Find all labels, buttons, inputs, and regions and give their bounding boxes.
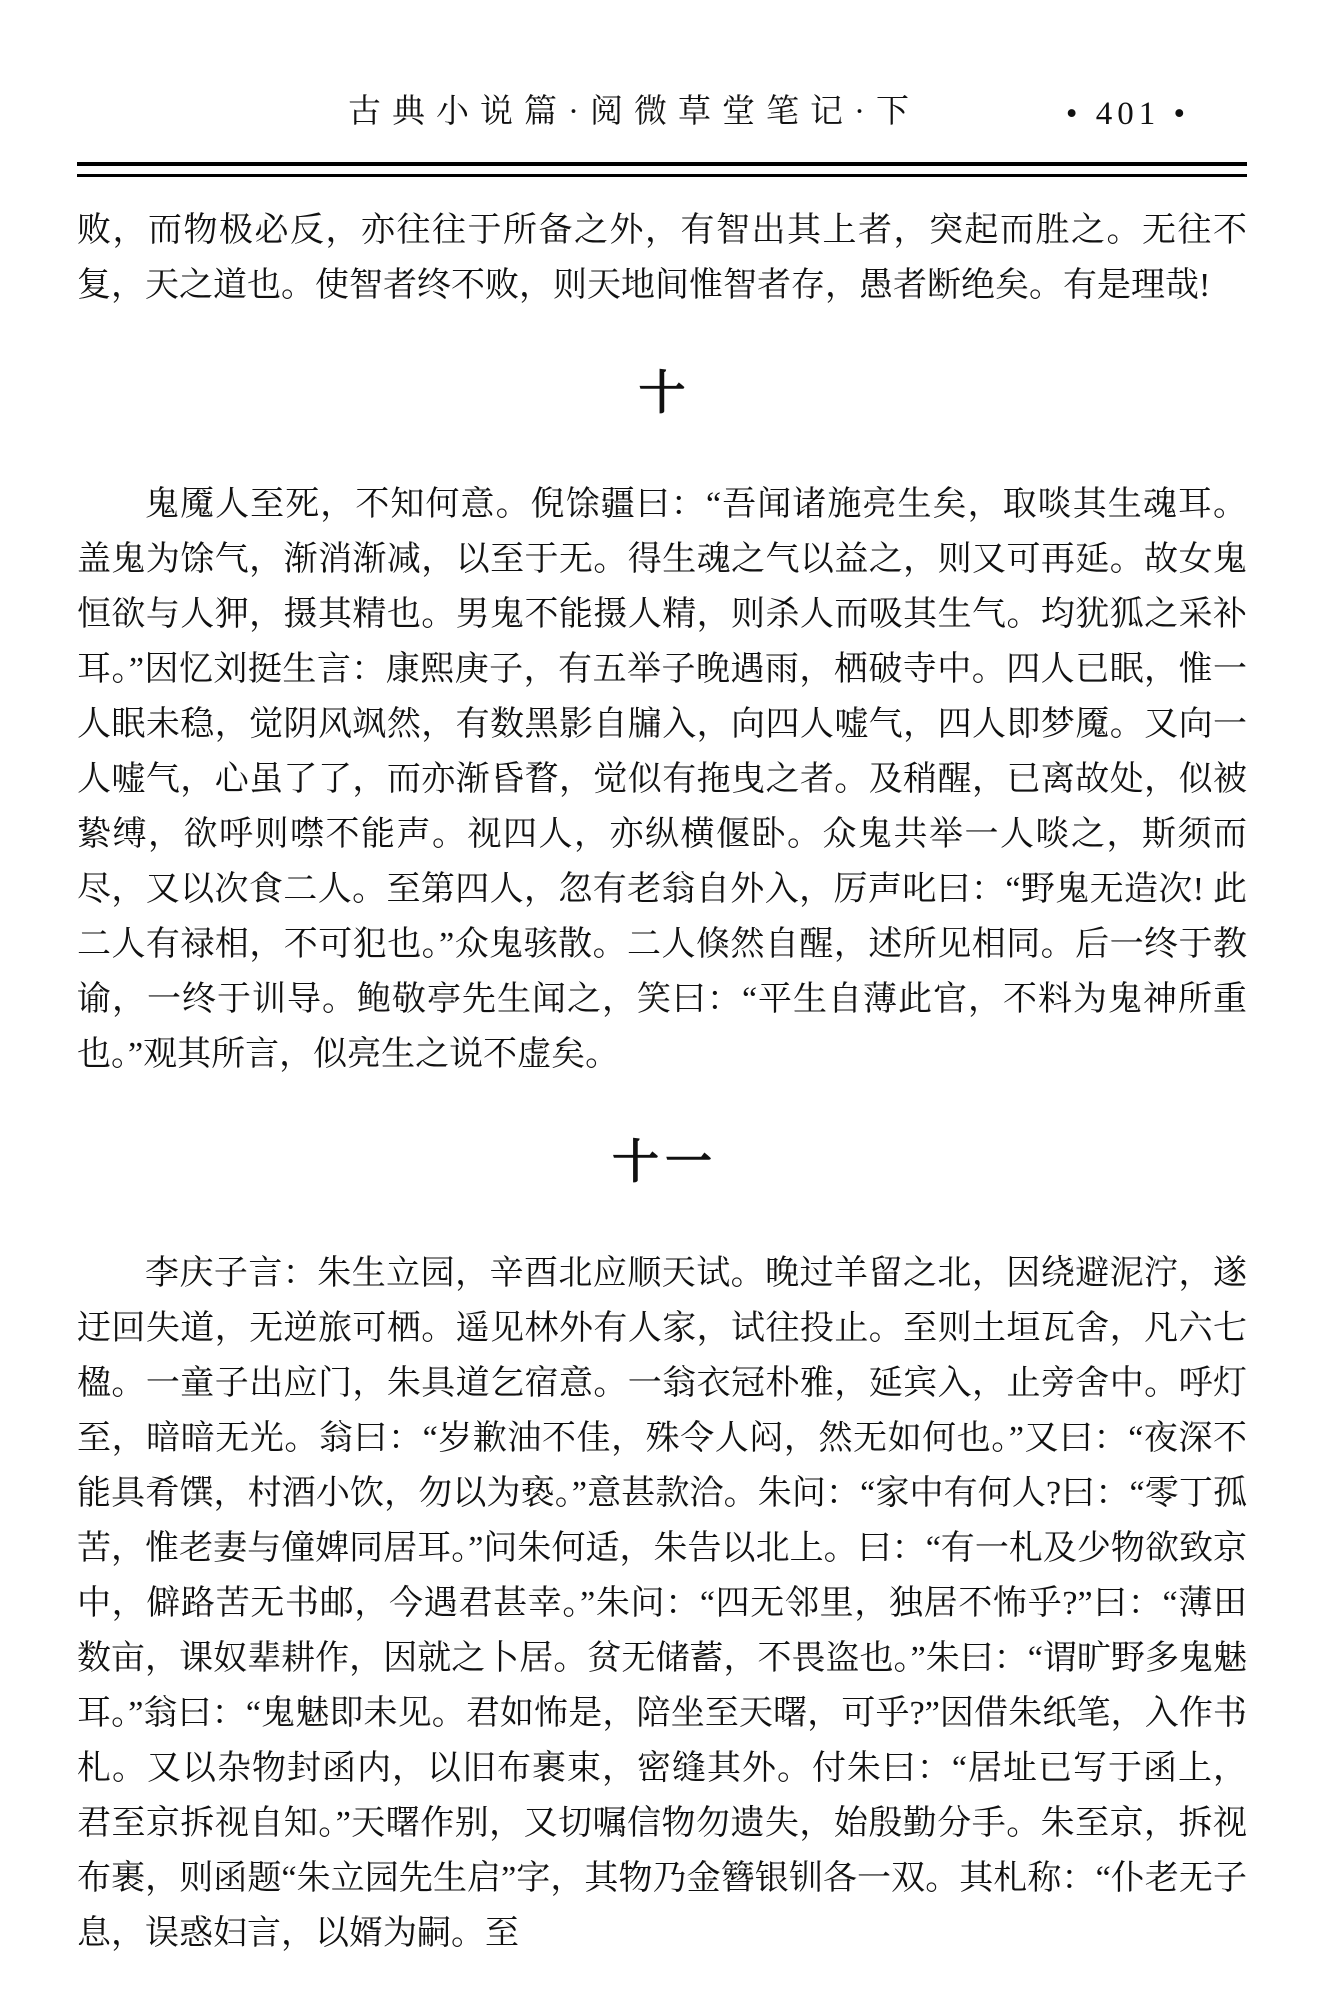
- section-heading-eleven: 十一: [612, 1137, 718, 1189]
- paragraph-continuation: 败，而物极必反，亦往往于所备之外，有智出其上者，突起而胜之。无往不复，天之道也。使智者终不败，则天地间惟智者存，愚者断绝矣。有是理哉!: [77, 212, 1247, 304]
- header-row: [77, 88, 1247, 142]
- page-body: [77, 203, 1247, 1961]
- section-heading-ten: 十: [638, 368, 692, 420]
- header-rule: [77, 162, 1247, 177]
- paragraph-section-eleven: 李庆子言：朱生立园，辛酉北应顺天试。晚过羊留之北，因绕避泥泞，遂迂回失道，无逆旅可栖。遥见林外有人家，试往投止。至则土垣瓦舍，凡六七楹。一童子出应门，朱具道乞宿意。一翁衣冠朴雅，延宾入，止旁舍中。呼灯至，暗暗无光。翁曰：“岁歉油不佳，殊令人闷，然无如何也。”又曰：“夜深不能具肴馔，村酒小饮，勿以为亵。”意甚款洽。朱问：“家中有何人?曰：“零丁孤苦，惟老妻与僮婢同居耳。”问朱何适，朱告以北上。曰：“有一札及少物欲致京中，僻路苦无书邮，今遇君甚幸。”朱问：“四无邻里，独居不怖乎?”曰：“薄田数亩，课奴辈耕作，因就之卜居。贫无储蓄，不畏盗也。”朱曰：“谓旷野多鬼魅耳。”翁曰：“鬼魅即未见。君如怖是，陪坐至天曙，可乎?”因借朱纸笔，入作书札。又以杂物封函内，以旧布裹束，密缝其外。付朱曰：“居址已写于函上，君至京拆视自知。”天曙作别，又切嘱信物勿遗失，始殷勤分手。朱至京，拆视布裹，则函题“朱立园先生启”字，其物乃金簪银钏各一双。其札称：“仆老无子息，误惑妇言，以婿为嗣。至: [77, 1255, 1247, 1952]
- paragraph-section-ten: 鬼魇人至死，不知何意。倪馀疆曰：“吾闻诸施亮生矣，取啖其生魂耳。盖鬼为馀气，渐消渐减，以至于无。得生魂之气以益之，则又可再延。故女鬼恒欲与人狎，摄其精也。男鬼不能摄人精，则杀人而吸其生气。均犹狐之采补耳。”因忆刘挺生言：康熙庚子，有五举子晚遇雨，栖破寺中。四人已眠，惟一人眠未稳，觉阴风飒然，有数黑影自牖入，向四人嘘气，四人即梦魇。又向一人嘘气，心虽了了，而亦渐昏瞀，觉似有拖曳之者。及稍醒，已离故处，似被絷缚，欲呼则噤不能声。视四人，亦纵横偃卧。众鬼共举一人啖之，斯须而尽，又以次食二人。至第四人，忽有老翁自外入，厉声叱曰：“野鬼无造次! 此二人有禄相，不可犯也。”众鬼骇散。二人倏然自醒，述所见相同。后一终于教谕，一终于训导。鲍敬亭先生闻之，笑曰：“平生自薄此官，不料为鬼神所重也。”观其所言，似亮生之说不虚矣。: [77, 486, 1247, 1073]
- running-title: 古典小说篇·阅微草堂笔记·下: [348, 94, 920, 130]
- page-header: [77, 88, 1247, 177]
- page-number: • 401 •: [1065, 96, 1190, 132]
